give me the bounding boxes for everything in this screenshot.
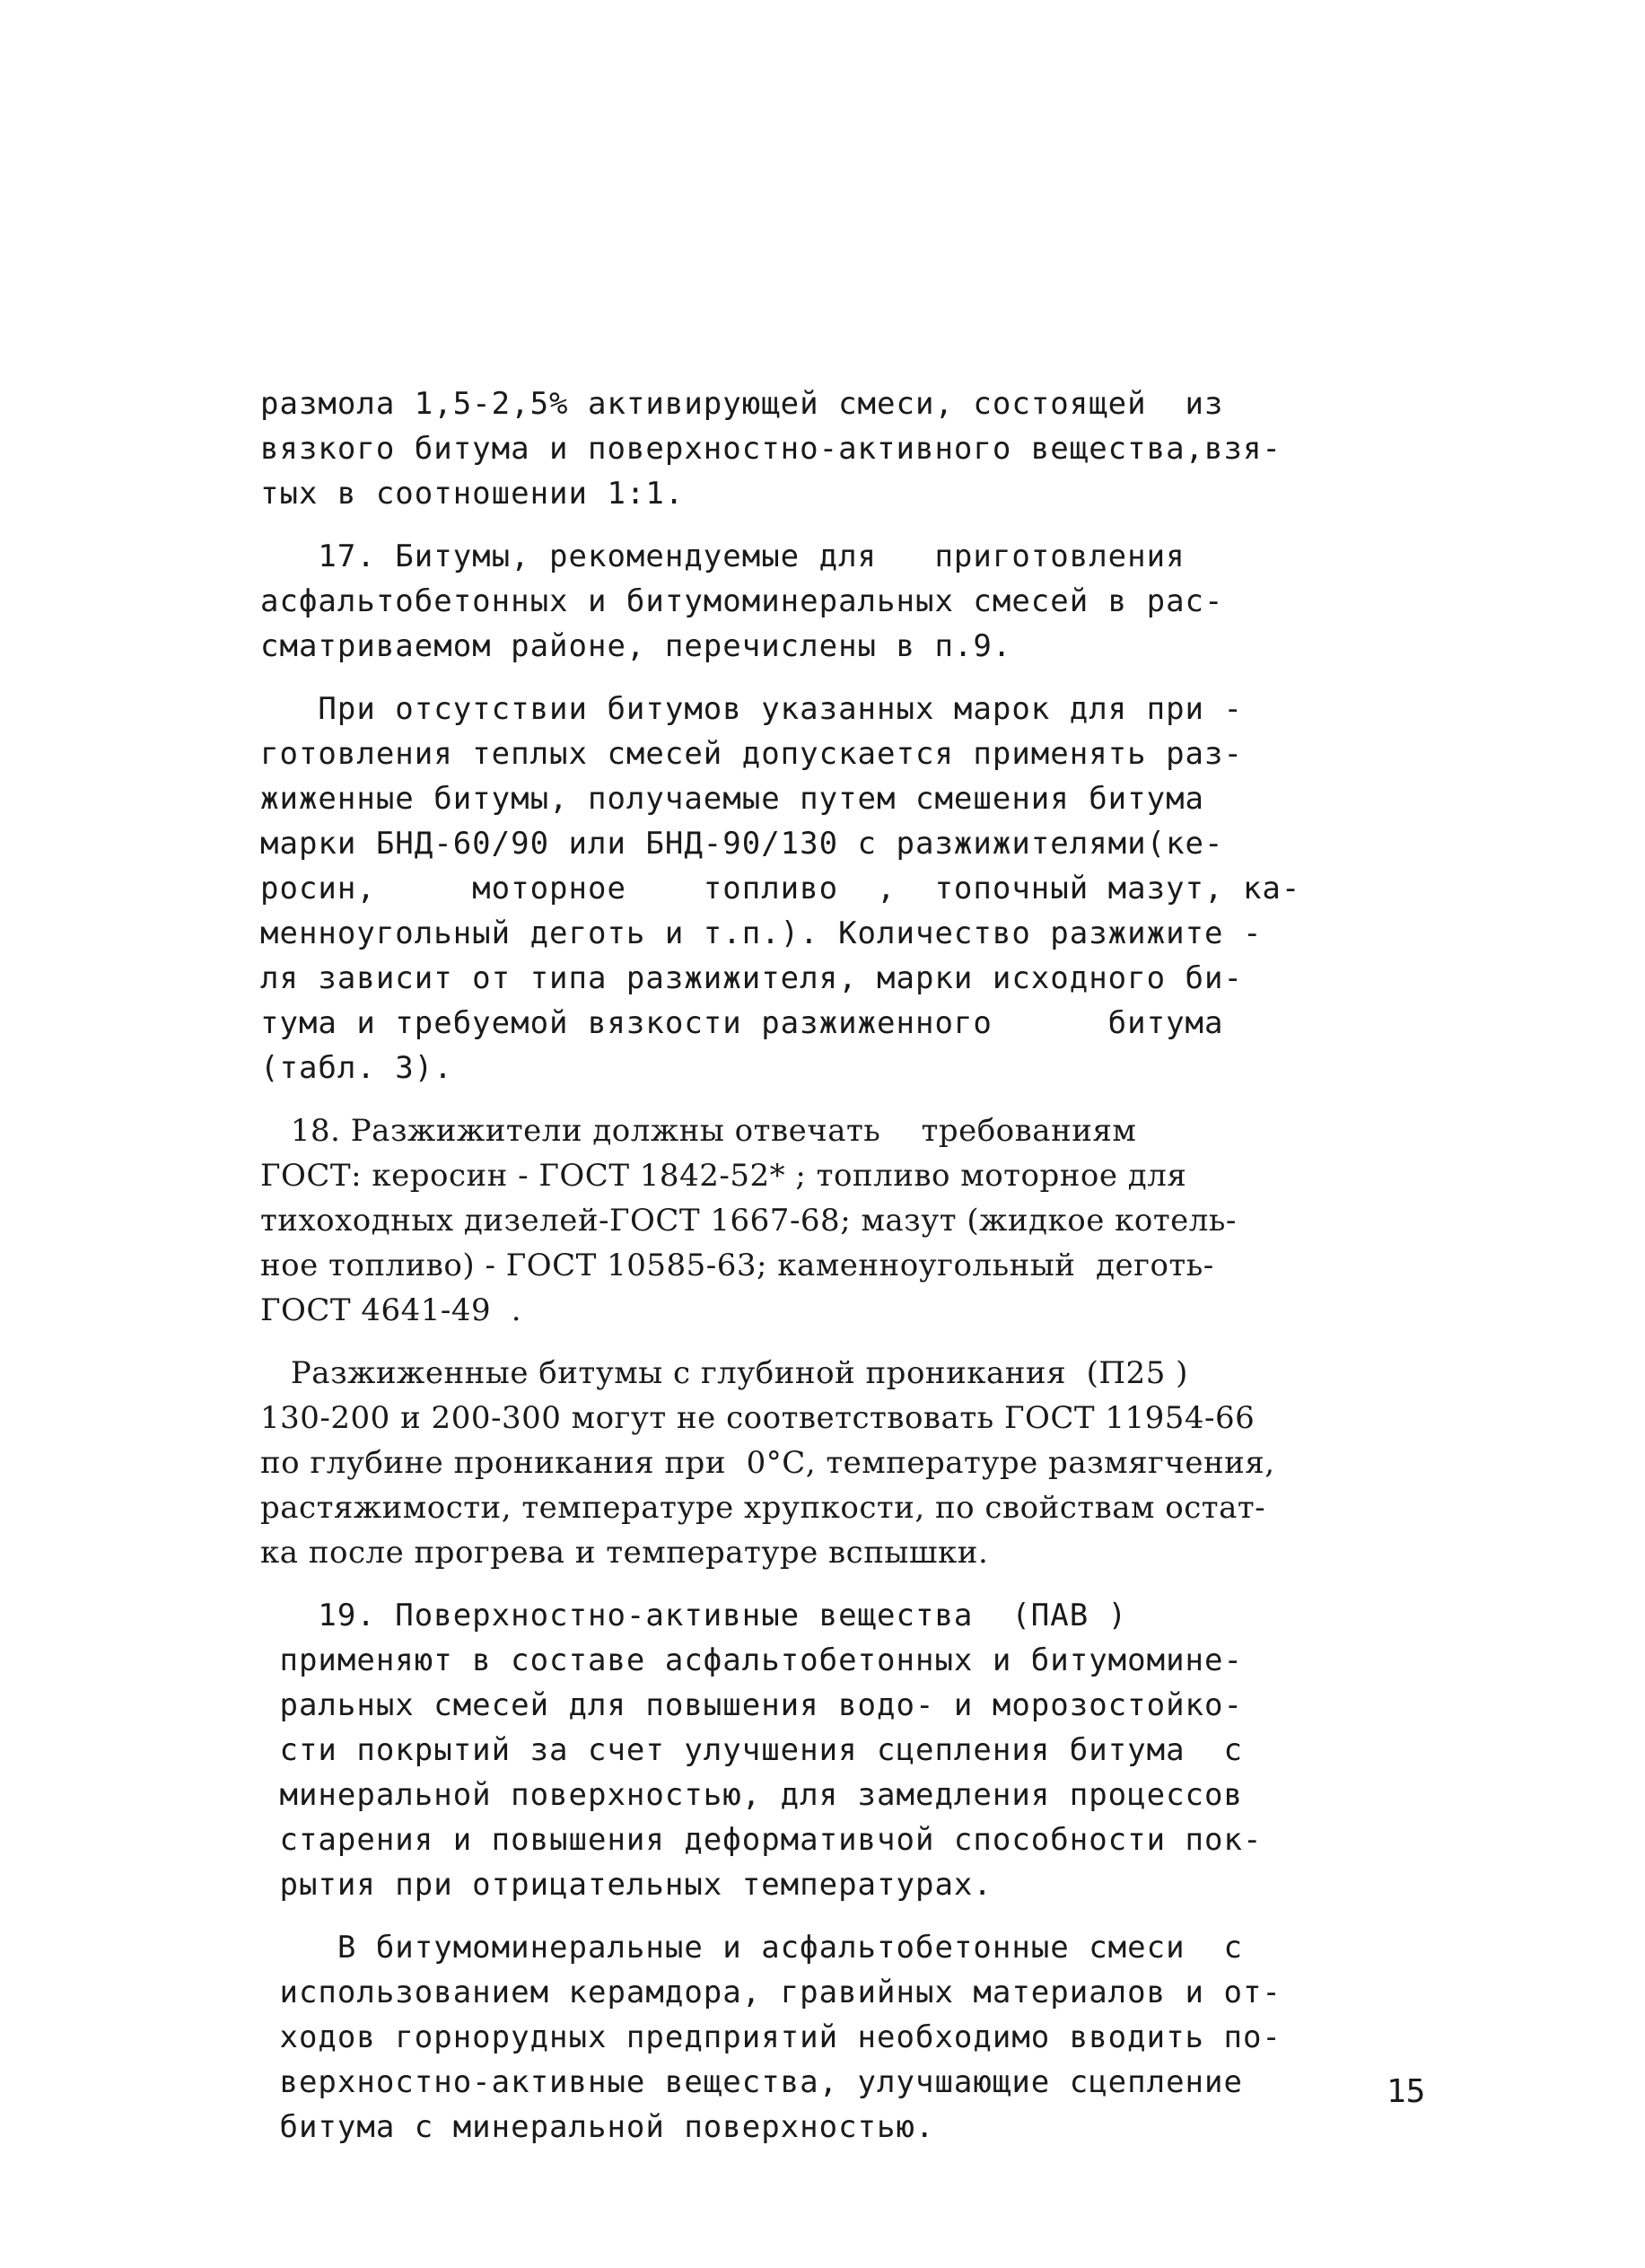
text-line: старения и повышения деформативчой способности пок- <box>260 1822 1263 1858</box>
paragraph-19 <box>260 1593 1436 1907</box>
text-line: ГОСТ: керосин - ГОСТ 1842-52* ; топливо моторное для <box>260 1158 1187 1194</box>
paragraph-diluted-bitumen <box>260 1351 1436 1575</box>
text-line: тихоходных дизелей-ГОСТ 1667-68; мазут (жидкое котель- <box>260 1203 1237 1239</box>
text-line: минеральной поверхностью, для замедления процессов <box>260 1777 1243 1813</box>
text-line: жиженные битумы, получаемые путем смешения битума <box>260 781 1205 817</box>
body-text <box>260 381 1436 2150</box>
text-line: 18. Разжижители должны отвечать требованиям <box>260 1113 1137 1149</box>
text-line: Разжиженные битумы с глубиной проникания (П25 ) <box>260 1355 1188 1391</box>
text-line: использованием керамдора, гравийных материалов и от- <box>260 1975 1282 2010</box>
text-line: марки БНД-60/90 или БНД-90/130 с разжижителями(ке- <box>260 826 1224 862</box>
text-line: 130-200 и 200-300 могут не соответствовать ГОСТ 11954-66 <box>260 1400 1256 1436</box>
text-line: вязкого битума и поверхностно-активного вещества,взя- <box>260 431 1282 467</box>
text-line: размола 1,5-2,5% активирующей смеси, состоящей из <box>260 386 1224 422</box>
text-line: битума с минеральной поверхностью. <box>260 2109 935 2145</box>
paragraph-surfactants <box>260 1925 1436 2150</box>
text-line: ля зависит от типа разжижителя, марки исходного би- <box>260 960 1243 996</box>
text-line: 17. Битумы, рекомендуемые для приготовления <box>260 539 1186 574</box>
paragraph-17 <box>260 534 1436 669</box>
text-line: росин, моторное топливо , топочный мазут, ка- <box>260 871 1301 906</box>
text-line: применяют в составе асфальтобетонных и битумомине- <box>260 1642 1243 1678</box>
text-line: ральных смесей для повышения водо- и морозостойко- <box>260 1687 1243 1723</box>
text-line: тых в соотношении 1:1. <box>260 476 685 512</box>
text-line: (табл. 3). <box>260 1050 453 1086</box>
page-number: 15 <box>1387 2073 1426 2110</box>
text-line: ГОСТ 4641-49 . <box>260 1292 522 1328</box>
text-line: по глубине проникания при 0°С, температуре размягчения, <box>260 1445 1275 1481</box>
text-line: сматриваемом районе, перечислены в п.9. <box>260 628 1012 664</box>
paragraph-1 <box>260 381 1436 516</box>
text-line: рытия при отрицательных температурах. <box>260 1867 993 1903</box>
text-line: ходов горнорудных предприятий необходимо вводить по- <box>260 2019 1282 2055</box>
text-line: верхностно-активные вещества, улучшающие сцепление <box>260 2064 1243 2100</box>
text-line: 19. Поверхностно-активные вещества (ПАВ ) <box>260 1598 1128 1633</box>
paragraph-bitumen-absence <box>260 687 1436 1090</box>
text-line: тума и требуемой вязкости разжиженного битума <box>260 1005 1224 1041</box>
text-line: готовления теплых смесей допускается применять раз- <box>260 736 1243 772</box>
text-line: ка после прогрева и температуре вспышки. <box>260 1535 989 1571</box>
text-line: При отсутствии битумов указанных марок для при - <box>260 691 1243 727</box>
text-line: В битумоминеральные и асфальтобетонные смеси с <box>260 1930 1243 1966</box>
text-line: менноугольный деготь и т.п.). Количество разжижите - <box>260 915 1263 951</box>
text-line: сти покрытий за счет улучшения сцепления битума с <box>260 1732 1243 1768</box>
text-line: ное топливо) - ГОСТ 10585-63; каменноугольный деготь- <box>260 1248 1214 1283</box>
text-line: асфальтобетонных и битумоминеральных смесей в рас- <box>260 583 1224 619</box>
paragraph-18 <box>260 1108 1436 1333</box>
text-line: растяжимости, температуре хрупкости, по свойствам остат- <box>260 1490 1266 1526</box>
